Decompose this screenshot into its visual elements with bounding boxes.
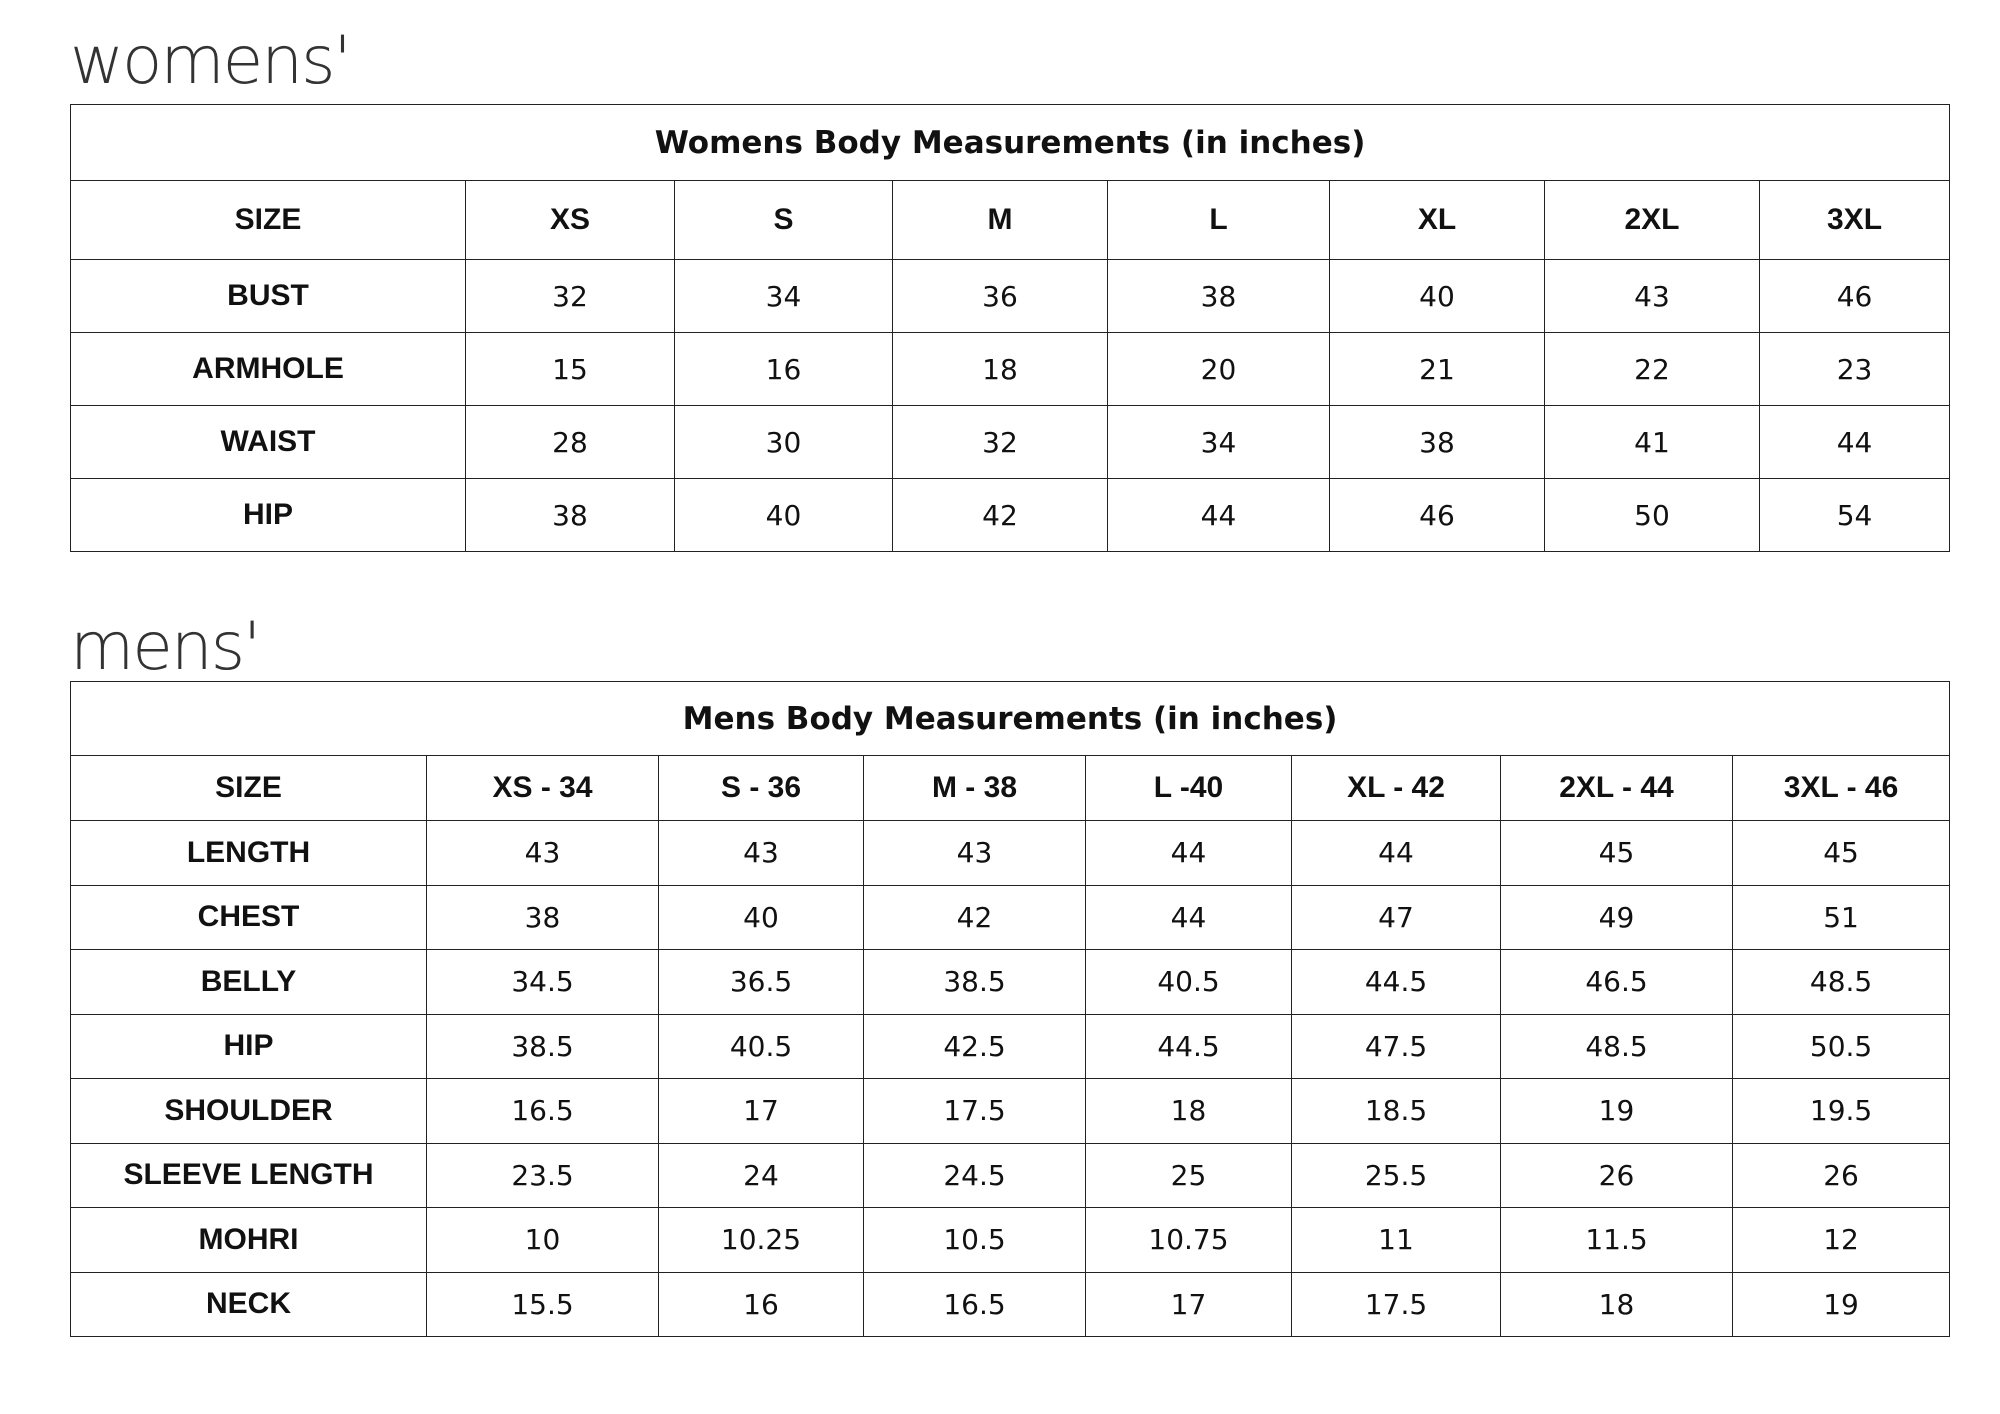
- column-header: S: [675, 181, 893, 260]
- table-cell: 44.5: [1086, 1014, 1292, 1079]
- table-cell: 42: [864, 885, 1086, 950]
- table-header-row: [71, 756, 1950, 821]
- table-row: [71, 479, 1950, 552]
- table-cell: 38.5: [864, 950, 1086, 1015]
- table-cell: 20: [1108, 333, 1330, 406]
- row-header: BELLY: [71, 950, 427, 1015]
- table-cell: 42: [893, 479, 1108, 552]
- table-cell: 15.5: [427, 1272, 659, 1337]
- table-cell: 41: [1545, 406, 1760, 479]
- table-cell: 36.5: [659, 950, 864, 1015]
- table-cell: 16: [675, 333, 893, 406]
- womens-size-table: [70, 104, 1950, 552]
- table-cell: 26: [1733, 1143, 1950, 1208]
- table-cell: 46: [1330, 479, 1545, 552]
- table-title: Womens Body Measurements (in inches): [71, 105, 1950, 181]
- table-cell: 32: [893, 406, 1108, 479]
- table-cell: 16: [659, 1272, 864, 1337]
- row-header: BUST: [71, 260, 466, 333]
- row-header: ARMHOLE: [71, 333, 466, 406]
- table-cell: 10: [427, 1208, 659, 1273]
- table-row: [71, 406, 1950, 479]
- table-row: [71, 1079, 1950, 1144]
- table-cell: 10.25: [659, 1208, 864, 1273]
- table-cell: 38: [466, 479, 675, 552]
- table-cell: 38: [1330, 406, 1545, 479]
- table-cell: 54: [1760, 479, 1950, 552]
- table-row: [71, 1014, 1950, 1079]
- table-cell: 16.5: [864, 1272, 1086, 1337]
- column-header: XL - 42: [1292, 756, 1501, 821]
- table-row: [71, 821, 1950, 886]
- row-header: SHOULDER: [71, 1079, 427, 1144]
- table-cell: 17.5: [1292, 1272, 1501, 1337]
- table-cell: 43: [427, 821, 659, 886]
- table-cell: 17: [659, 1079, 864, 1144]
- table-cell: 45: [1733, 821, 1950, 886]
- table-cell: 47.5: [1292, 1014, 1501, 1079]
- table-cell: 43: [864, 821, 1086, 886]
- column-header: M - 38: [864, 756, 1086, 821]
- table-cell: 23.5: [427, 1143, 659, 1208]
- table-cell: 17.5: [864, 1079, 1086, 1144]
- table-cell: 10.75: [1086, 1208, 1292, 1273]
- table-cell: 34: [675, 260, 893, 333]
- table-cell: 22: [1545, 333, 1760, 406]
- table-cell: 32: [466, 260, 675, 333]
- table-cell: 42.5: [864, 1014, 1086, 1079]
- table-row: [71, 885, 1950, 950]
- table-cell: 38.5: [427, 1014, 659, 1079]
- table-cell: 18: [1086, 1079, 1292, 1144]
- table-cell: 16.5: [427, 1079, 659, 1144]
- table-cell: 38: [1108, 260, 1330, 333]
- table-cell: 28: [466, 406, 675, 479]
- row-header: MOHRI: [71, 1208, 427, 1273]
- row-header: LENGTH: [71, 821, 427, 886]
- column-header: M: [893, 181, 1108, 260]
- table-cell: 38: [427, 885, 659, 950]
- table-title: Mens Body Measurements (in inches): [71, 682, 1950, 756]
- table-cell: 48.5: [1733, 950, 1950, 1015]
- table-row: [71, 1272, 1950, 1337]
- table-row: [71, 950, 1950, 1015]
- mens-section-heading: mens': [70, 608, 260, 685]
- table-cell: 46.5: [1501, 950, 1733, 1015]
- table-cell: 19: [1733, 1272, 1950, 1337]
- table-cell: 50.5: [1733, 1014, 1950, 1079]
- table-cell: 47: [1292, 885, 1501, 950]
- column-header: XS: [466, 181, 675, 260]
- row-header: HIP: [71, 1014, 427, 1079]
- table-cell: 10.5: [864, 1208, 1086, 1273]
- table-cell: 34: [1108, 406, 1330, 479]
- table-cell: 44: [1760, 406, 1950, 479]
- table-cell: 17: [1086, 1272, 1292, 1337]
- table-cell: 48.5: [1501, 1014, 1733, 1079]
- table-cell: 24.5: [864, 1143, 1086, 1208]
- table-cell: 11: [1292, 1208, 1501, 1273]
- table-cell: 30: [675, 406, 893, 479]
- table-cell: 25.5: [1292, 1143, 1501, 1208]
- table-title-row: [71, 105, 1950, 181]
- table-cell: 18: [893, 333, 1108, 406]
- row-header: NECK: [71, 1272, 427, 1337]
- column-header: 2XL: [1545, 181, 1760, 260]
- table-row: [71, 1208, 1950, 1273]
- table-cell: 19: [1501, 1079, 1733, 1144]
- table-cell: 24: [659, 1143, 864, 1208]
- table-cell: 44: [1086, 821, 1292, 886]
- table-cell: 50: [1545, 479, 1760, 552]
- column-header: S - 36: [659, 756, 864, 821]
- table-cell: 40: [1330, 260, 1545, 333]
- table-row: [71, 1143, 1950, 1208]
- column-header: SIZE: [71, 181, 466, 260]
- table-cell: 49: [1501, 885, 1733, 950]
- table-cell: 43: [1545, 260, 1760, 333]
- table-cell: 45: [1501, 821, 1733, 886]
- table-cell: 26: [1501, 1143, 1733, 1208]
- mens-size-table: [70, 681, 1950, 1337]
- column-header: L -40: [1086, 756, 1292, 821]
- table-cell: 15: [466, 333, 675, 406]
- table-cell: 44.5: [1292, 950, 1501, 1015]
- table-row: [71, 333, 1950, 406]
- row-header: SLEEVE LENGTH: [71, 1143, 427, 1208]
- table-cell: 40.5: [659, 1014, 864, 1079]
- table-cell: 44: [1292, 821, 1501, 886]
- table-cell: 12: [1733, 1208, 1950, 1273]
- row-header: WAIST: [71, 406, 466, 479]
- column-header: 3XL: [1760, 181, 1950, 260]
- table-cell: 43: [659, 821, 864, 886]
- column-header: XS - 34: [427, 756, 659, 821]
- table-cell: 19.5: [1733, 1079, 1950, 1144]
- table-cell: 21: [1330, 333, 1545, 406]
- column-header: 3XL - 46: [1733, 756, 1950, 821]
- table-cell: 36: [893, 260, 1108, 333]
- table-cell: 11.5: [1501, 1208, 1733, 1273]
- table-cell: 25: [1086, 1143, 1292, 1208]
- column-header: L: [1108, 181, 1330, 260]
- column-header: 2XL - 44: [1501, 756, 1733, 821]
- table-cell: 23: [1760, 333, 1950, 406]
- table-cell: 51: [1733, 885, 1950, 950]
- womens-section-heading: womens': [70, 22, 350, 99]
- column-header: XL: [1330, 181, 1545, 260]
- table-header-row: [71, 181, 1950, 260]
- table-cell: 18.5: [1292, 1079, 1501, 1144]
- table-cell: 44: [1086, 885, 1292, 950]
- table-cell: 40.5: [1086, 950, 1292, 1015]
- row-header: HIP: [71, 479, 466, 552]
- row-header: CHEST: [71, 885, 427, 950]
- table-cell: 18: [1501, 1272, 1733, 1337]
- column-header: SIZE: [71, 756, 427, 821]
- table-cell: 46: [1760, 260, 1950, 333]
- table-cell: 44: [1108, 479, 1330, 552]
- table-row: [71, 260, 1950, 333]
- table-cell: 40: [675, 479, 893, 552]
- table-title-row: [71, 682, 1950, 756]
- table-cell: 34.5: [427, 950, 659, 1015]
- table-cell: 40: [659, 885, 864, 950]
